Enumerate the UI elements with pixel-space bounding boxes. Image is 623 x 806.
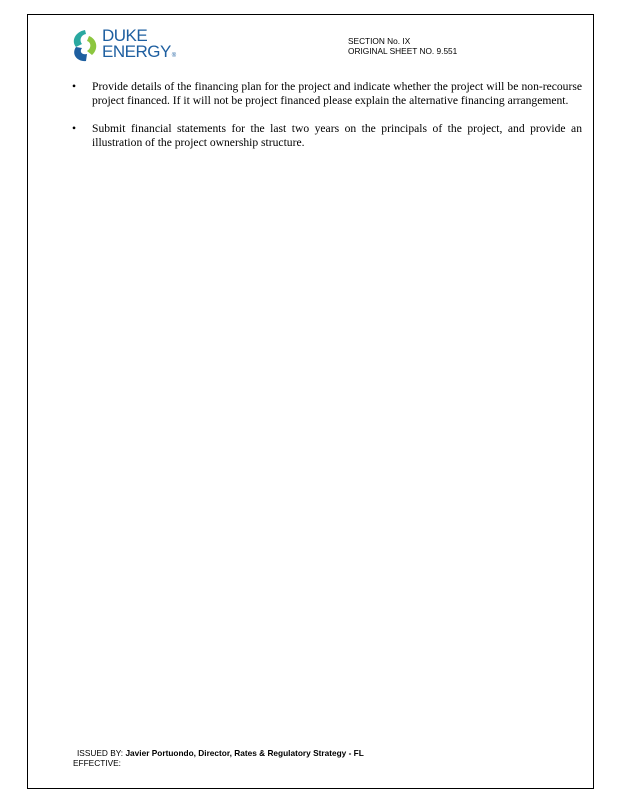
registered-mark: ® [171, 53, 176, 59]
bullet-icon: • [72, 122, 77, 136]
duke-energy-mark-icon [68, 27, 102, 65]
requirements-list [72, 80, 582, 164]
duke-energy-logo [68, 27, 188, 69]
list-item-text: Provide details of the financing plan for the project and indicate whether the project will be non-recourse project financed. If it will not be project financed please explain the alternative financing arrangement. [92, 80, 582, 107]
issued-by-label: ISSUED BY: [77, 748, 124, 758]
list-item [72, 122, 582, 149]
logo-word-duke: DUKE [102, 26, 148, 45]
list-item [72, 80, 582, 107]
issued-by-value: Javier Portuondo, Director, Rates & Regulatory Strategy - FL [125, 748, 364, 758]
issued-by-row [73, 748, 364, 758]
section-number: SECTION No. IX [348, 36, 411, 46]
sheet-number: ORIGINAL SHEET NO. 9.551 [348, 46, 458, 56]
effective-label: EFFECTIVE: [73, 758, 121, 768]
bullet-icon: • [72, 80, 77, 93]
logo-word-energy: ENERGY [102, 42, 171, 61]
section-header [348, 36, 457, 56]
list-item-text: Submit financial statements for the last two years on the principals of the project, and provide an illustration of the project ownership structure. [92, 122, 582, 149]
footer [73, 748, 364, 768]
